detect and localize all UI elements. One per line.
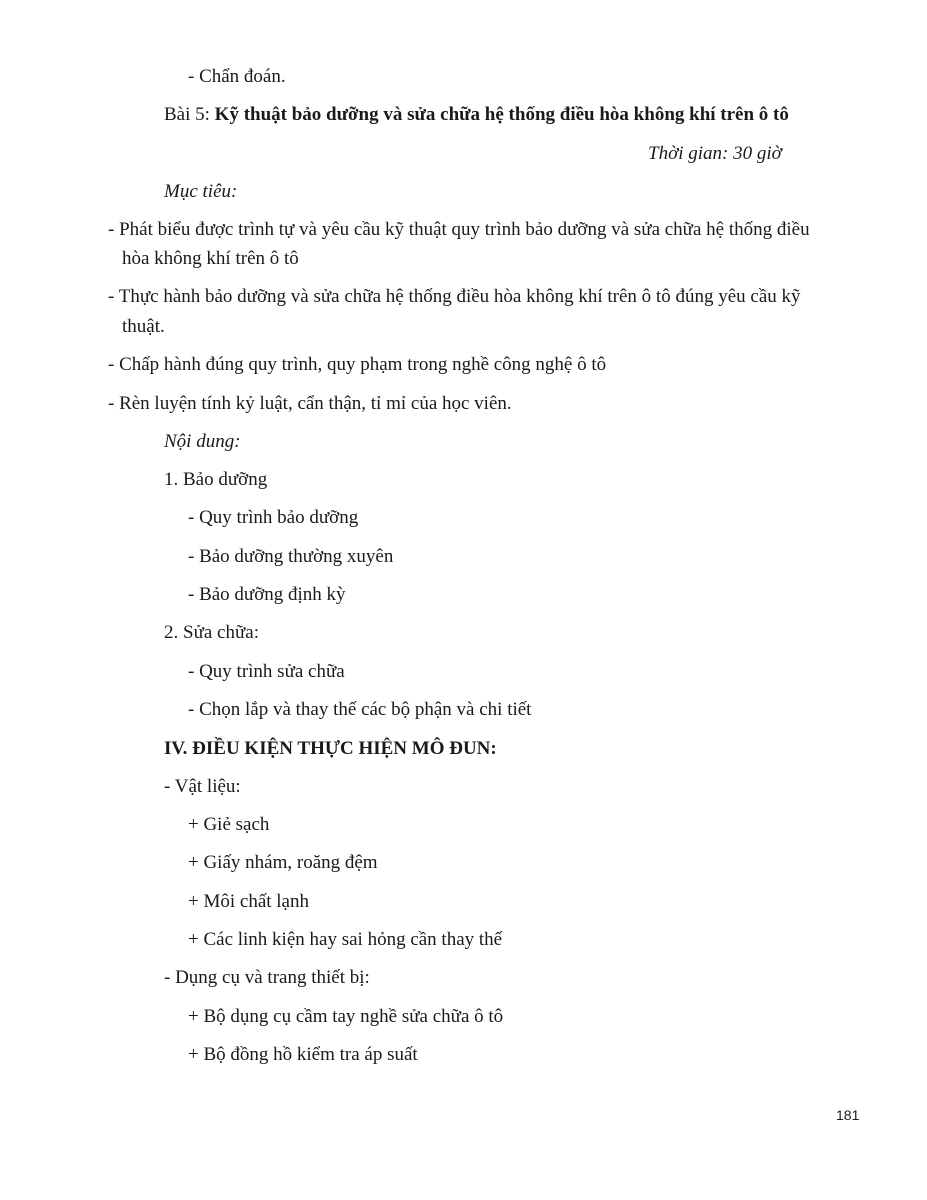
group-title: - Dụng cụ và trang thiết bị: bbox=[164, 967, 370, 988]
section-item: - Chọn lắp và thay thế các bộ phận và chi tiết bbox=[188, 699, 532, 720]
content-heading: Nội dung: bbox=[164, 431, 241, 452]
objective-item: - Thực hành bảo dưỡng và sửa chữa hệ thống điều hòa không khí trên ô tô đúng yêu cầu kỹ bbox=[108, 286, 801, 307]
objective-item: - Phát biểu được trình tự và yêu cầu kỹ thuật quy trình bảo dưỡng và sửa chữa hệ thống điều bbox=[108, 219, 810, 240]
objective-item: - Rèn luyện tính kỷ luật, cẩn thận, tỉ mỉ của học viên. bbox=[108, 393, 512, 414]
lesson-heading bbox=[164, 104, 789, 126]
objective-item-cont: thuật. bbox=[122, 316, 165, 337]
objectives-heading: Mục tiêu: bbox=[164, 181, 238, 202]
group-item: + Môi chất lạnh bbox=[188, 891, 309, 912]
section-item: - Bảo dưỡng thường xuyên bbox=[188, 546, 394, 567]
page-number: 181 bbox=[836, 1107, 860, 1123]
group-item: + Giẻ sạch bbox=[188, 814, 270, 835]
group-title: - Vật liệu: bbox=[164, 776, 241, 797]
section-title: 1. Bảo dưỡng bbox=[164, 469, 268, 490]
group-item: + Giấy nhám, roăng đệm bbox=[188, 852, 378, 873]
lesson-time: Thời gian: 30 giờ bbox=[648, 143, 782, 164]
section-item: - Quy trình sửa chữa bbox=[188, 661, 345, 682]
conditions-heading: IV. ĐIỀU KIỆN THỰC HIỆN MÔ ĐUN: bbox=[164, 738, 497, 759]
objective-item: - Chấp hành đúng quy trình, quy phạm trong nghề công nghệ ô tô bbox=[108, 354, 607, 375]
prev-list-item: - Chẩn đoán. bbox=[188, 66, 286, 87]
lesson-title: Kỹ thuật bảo dưỡng và sửa chữa hệ thống điều hòa không khí trên ô tô bbox=[214, 104, 789, 125]
section-item: - Quy trình bảo dưỡng bbox=[188, 507, 359, 528]
objective-item-cont: hòa không khí trên ô tô bbox=[122, 248, 299, 269]
lesson-prefix: Bài 5: bbox=[164, 104, 215, 125]
group-item: + Bộ đồng hồ kiểm tra áp suất bbox=[188, 1044, 418, 1065]
group-item: + Bộ dụng cụ cầm tay nghề sửa chữa ô tô bbox=[188, 1006, 504, 1027]
section-item: - Bảo dưỡng định kỳ bbox=[188, 584, 346, 605]
section-title: 2. Sửa chữa: bbox=[164, 622, 259, 643]
group-item: + Các linh kiện hay sai hỏng cần thay thế bbox=[188, 929, 503, 950]
